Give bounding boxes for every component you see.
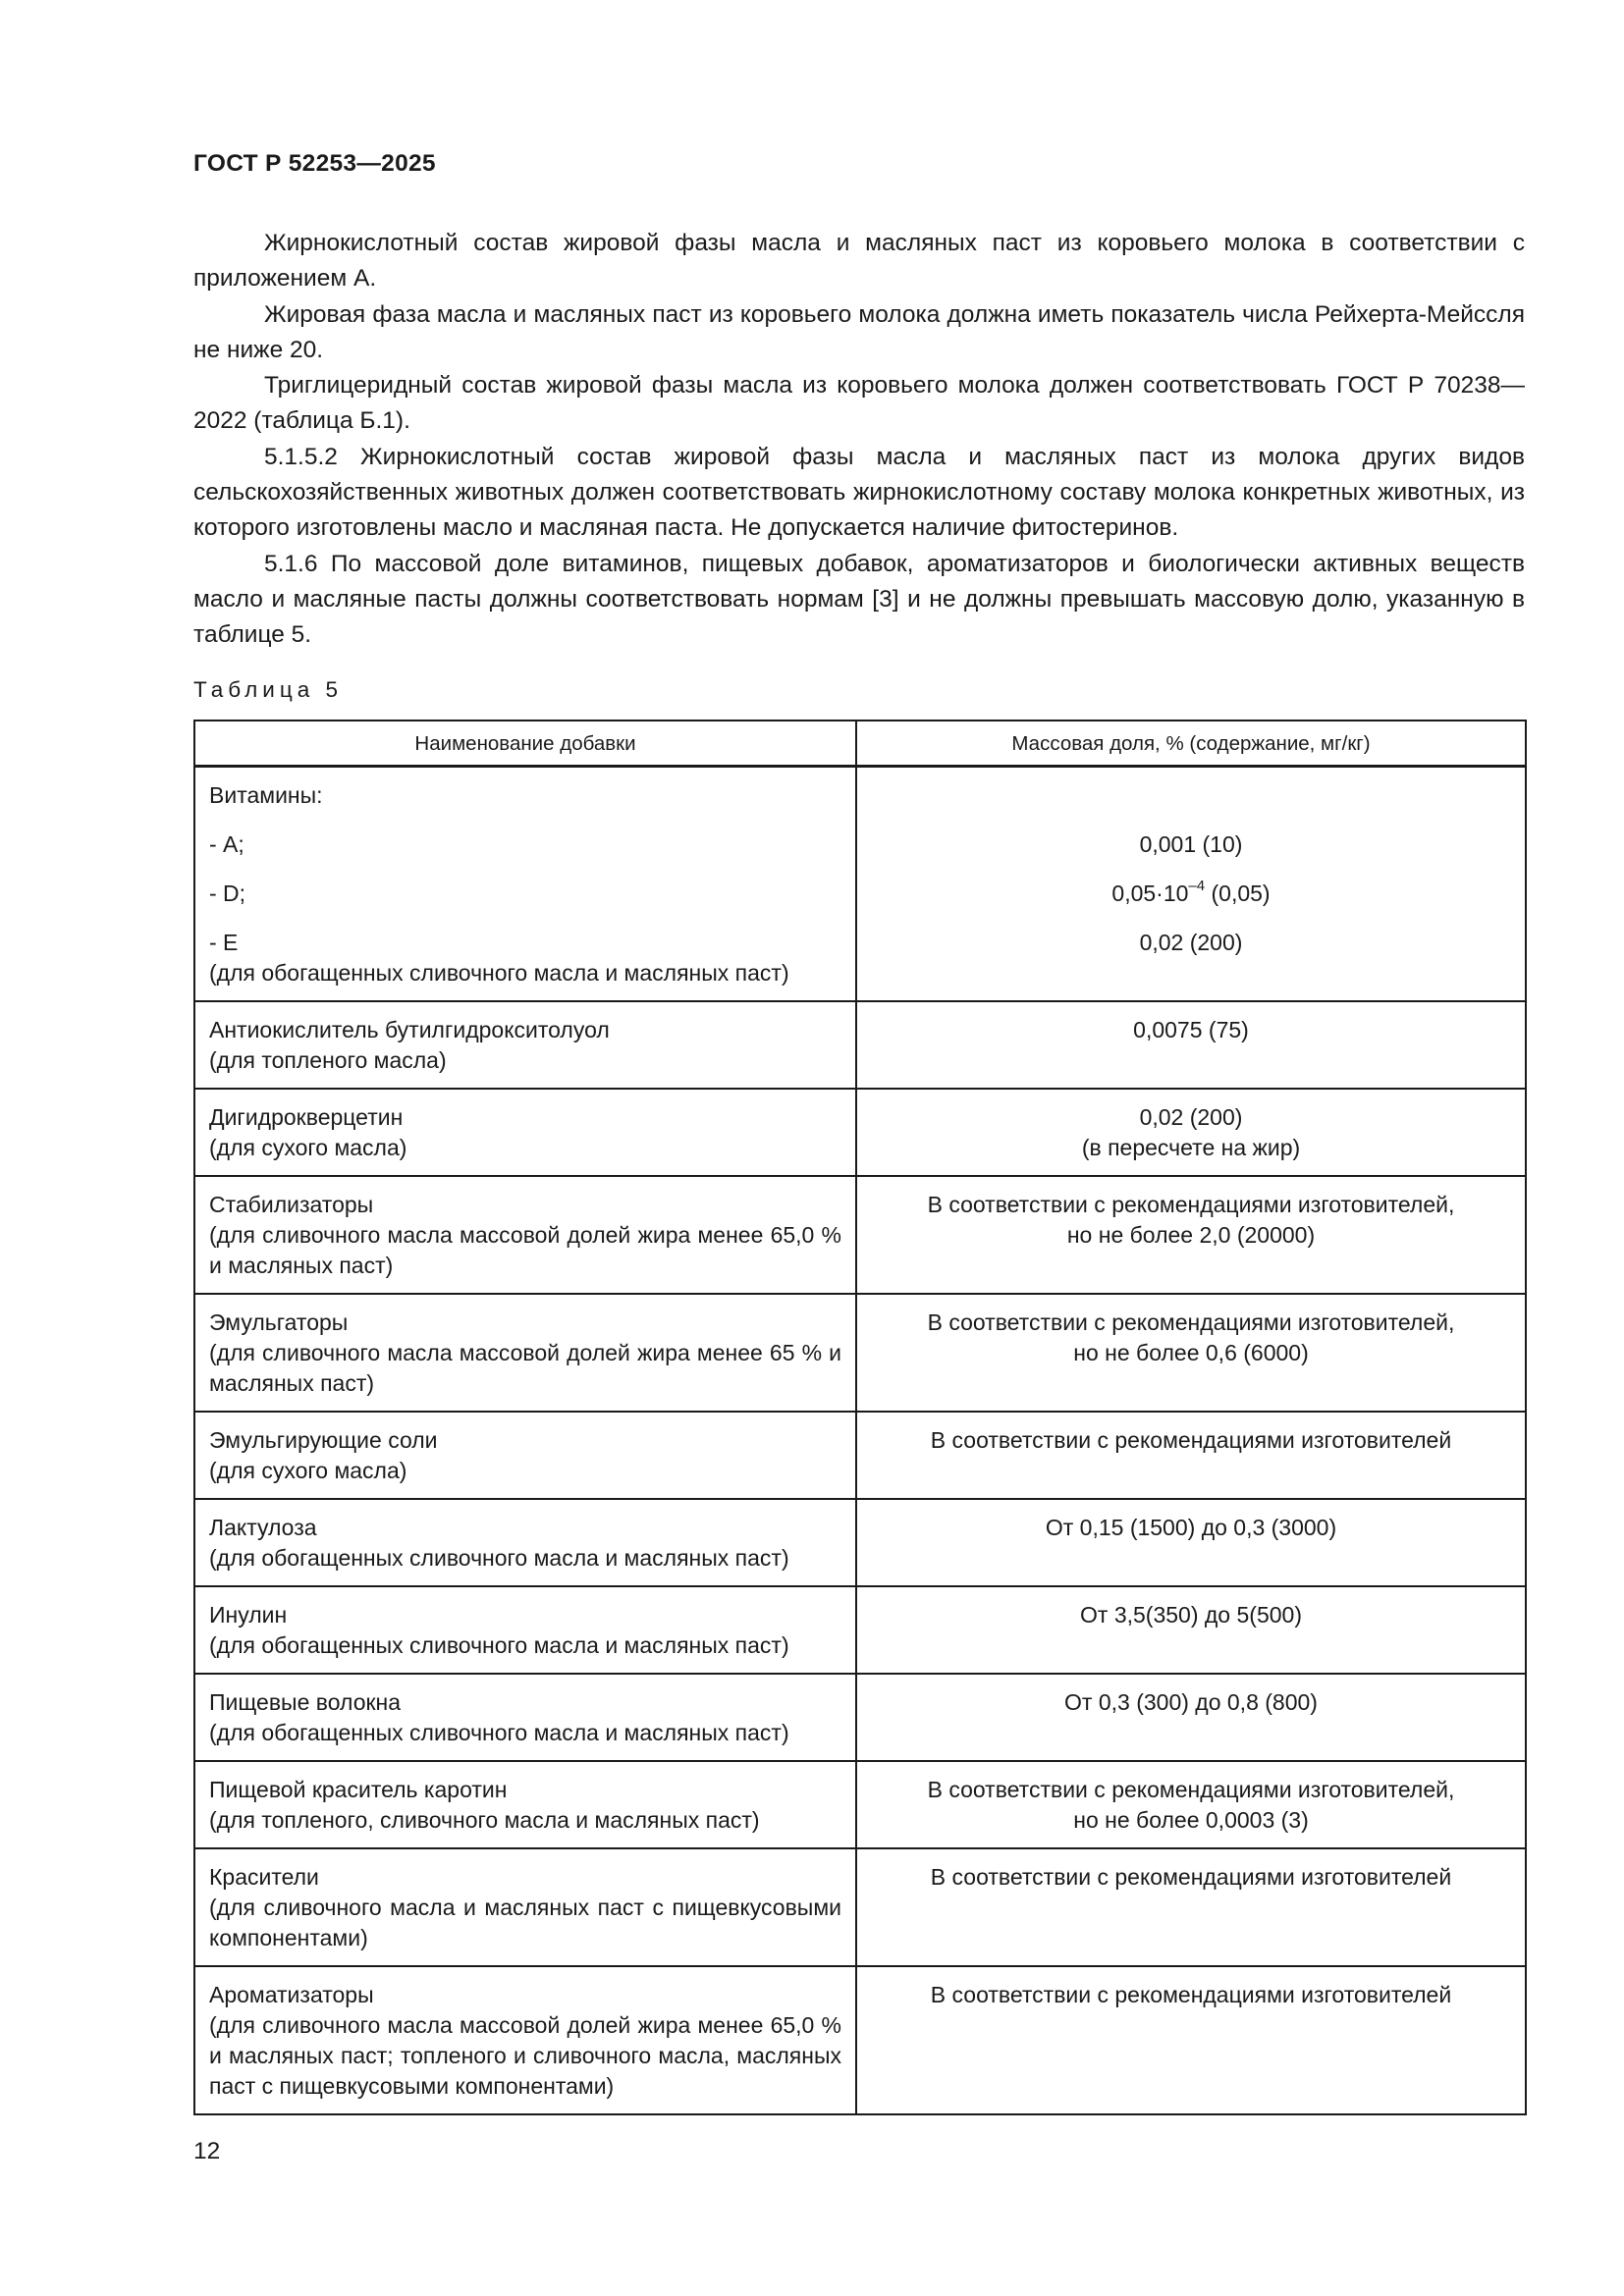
additive-name-cell (194, 1848, 856, 1966)
mass-fraction-cell (856, 1586, 1526, 1674)
mass-fraction-value: В соответствии с рекомендациями изготовителей, (927, 1777, 1455, 1802)
mass-fraction-value: От 0,15 (1500) до 0,3 (3000) (1045, 1515, 1337, 1540)
additive-note: (для обогащенных сливочного масла и масляных паст) (209, 1632, 789, 1658)
additive-name-cell (194, 1176, 856, 1294)
additive-name-cell (194, 1499, 856, 1586)
mass-fraction-value: В соответствии с рекомендациями изготовителей (930, 1427, 1452, 1453)
mass-fraction-value: От 0,3 (300) до 0,8 (800) (1064, 1689, 1318, 1715)
additive-name: Эмульгирующие соли (209, 1427, 438, 1453)
mass-fraction-value: В соответствии с рекомендациями изготовителей, (927, 1192, 1455, 1217)
mass-fraction-value: От 3,5(350) до 5(500) (1080, 1602, 1302, 1628)
additive-note: (для сливочного масла и масляных паст с пищевкусовыми компонентами) (209, 1895, 841, 1950)
column-header-additive: Наименование добавки (194, 721, 856, 767)
table-body (194, 767, 1526, 2115)
mass-fraction-cell (856, 1848, 1526, 1966)
additive-name-cell (194, 1966, 856, 2114)
additive-name: Пищевой краситель каротин (209, 1777, 508, 1802)
table-row (194, 1294, 1526, 1412)
mass-fraction-qualifier: но не более 0,6 (6000) (1073, 1340, 1309, 1365)
mass-fraction-value: В соответствии с рекомендациями изготовителей (930, 1982, 1452, 2007)
table-row (194, 1848, 1526, 1966)
mass-fraction-value: В соответствии с рекомендациями изготовителей, (927, 1309, 1455, 1335)
mass-fraction-value: 0,0075 (75) (1133, 1017, 1249, 1042)
table-row (194, 1966, 1526, 2114)
additive-name: Лактулоза (209, 1515, 317, 1540)
mass-fraction-cell (856, 1294, 1526, 1412)
mass-fraction-cell (856, 1176, 1526, 1294)
page-number: 12 (193, 2138, 221, 2164)
additive-name: Красители (209, 1864, 319, 1890)
additive-name-cell (194, 1586, 856, 1674)
table-row (194, 1001, 1526, 1089)
mass-fraction-cell (856, 1674, 1526, 1761)
vitamin-d-label: - D; (209, 881, 246, 906)
paragraph: 5.1.5.2 Жирнокислотный состав жировой фазы масла и масляных паст из молока других видов сельскохозяйственных животных должен соответствовать жирнокислотному составу молока конкретных животных, из которого изготовлены масло и масляная паста. Не допускается наличие фитостеринов. (193, 443, 1525, 542)
table-row (194, 1412, 1526, 1499)
vitamins-spacer (867, 780, 1515, 829)
mass-fraction-cell (856, 1761, 1526, 1848)
mass-fraction-cell (856, 1089, 1526, 1176)
mass-fraction-cell (856, 1412, 1526, 1499)
table-row (194, 1586, 1526, 1674)
mass-fraction-qualifier: но не более 2,0 (20000) (1066, 1222, 1316, 1248)
mass-fraction-qualifier: (в пересчете на жир) (1081, 1135, 1301, 1160)
additive-name-cell (194, 767, 856, 1002)
vitamin-d-value (867, 879, 1515, 928)
table-row (194, 1761, 1526, 1848)
additive-name: Эмульгаторы (209, 1309, 349, 1335)
additive-name: Антиокислитель бутилгидрокситолуол (209, 1017, 610, 1042)
additive-name-cell (194, 1761, 856, 1848)
additives-table (193, 720, 1527, 2115)
additive-note: (для топленого масла) (209, 1047, 447, 1073)
additive-name-cell (194, 1674, 856, 1761)
column-header-mass-fraction: Массовая доля, % (содержание, мг/кг) (856, 721, 1526, 767)
additive-name-cell (194, 1001, 856, 1089)
additive-note: (для сухого масла) (209, 1458, 407, 1483)
additive-note: (для сухого масла) (209, 1135, 407, 1160)
paragraph: 5.1.6 По массовой доле витаминов, пищевых добавок, ароматизаторов и биологически активных веществ масло и масляные пасты должны соответствовать нормам [3] и не должны превышать массовую долю, указанную в таблице 5. (193, 550, 1525, 649)
table-row (194, 1499, 1526, 1586)
mass-fraction-value: В соответствии с рекомендациями изготовителей (930, 1864, 1452, 1890)
vitamin-d-value-base: 0,05·10 (1111, 881, 1189, 906)
vitamin-d-value-tail: (0,05) (1205, 881, 1271, 906)
table-header-row (194, 721, 1526, 767)
mass-fraction-cell (856, 767, 1526, 1002)
vitamins-title: Витамины: (209, 782, 323, 808)
additive-name: Пищевые волокна (209, 1689, 402, 1715)
table-row (194, 1089, 1526, 1176)
paragraph: Триглицеридный состав жировой фазы масла из коровьего молока должен соответствовать ГОСТ Р 70238—2022 (таблица Б.1). (193, 372, 1525, 435)
vitamin-d-value-exponent: –4 (1188, 878, 1206, 895)
table-row (194, 1674, 1526, 1761)
paragraph: Жирнокислотный состав жировой фазы масла и масляных паст из коровьего молока в соответствии с приложением А. (193, 230, 1525, 293)
additive-note: (для сливочного масла массовой долей жира менее 65,0 % и масляных паст; топленого и сливочного масла, масляных паст с пищевкусовыми компонентами) (209, 2012, 841, 2099)
additive-name: Ароматизаторы (209, 1982, 374, 2007)
paragraph: Жировая фаза масла и масляных паст из коровьего молока должна иметь показатель числа Рейхерта-Мейссля не ниже 20. (193, 300, 1525, 363)
additive-name: Стабилизаторы (209, 1192, 374, 1217)
vitamins-note: (для обогащенных сливочного масла и масляных паст) (209, 960, 789, 986)
mass-fraction-cell (856, 1001, 1526, 1089)
additive-note: (для обогащенных сливочного масла и масляных паст) (209, 1545, 789, 1571)
additive-note: (для сливочного масла массовой долей жира менее 65,0 % и масляных паст) (209, 1222, 841, 1278)
additive-name: Инулин (209, 1602, 288, 1628)
additive-name-cell (194, 1294, 856, 1412)
vitamin-a-label: - А; (209, 831, 244, 857)
table-row-vitamins (194, 767, 1526, 1002)
table-row (194, 1176, 1526, 1294)
additive-name-cell (194, 1089, 856, 1176)
mass-fraction-qualifier: но не более 0,0003 (3) (1073, 1807, 1309, 1833)
additive-note: (для топленого, сливочного масла и масляных паст) (209, 1807, 760, 1833)
vitamin-e-label: - Е (209, 930, 239, 955)
body-text (193, 226, 1525, 654)
document-header: ГОСТ Р 52253—2025 (193, 150, 436, 177)
additive-note: (для обогащенных сливочного масла и масляных паст) (209, 1720, 789, 1745)
additive-note: (для сливочного масла массовой долей жира менее 65 % и масляных паст) (209, 1340, 841, 1396)
mass-fraction-cell (856, 1499, 1526, 1586)
additive-name: Дигидрокверцетин (209, 1104, 404, 1130)
vitamin-a-value: 0,001 (10) (1139, 831, 1243, 857)
vitamin-e-value: 0,02 (200) (1139, 930, 1243, 955)
table-caption: Таблица 5 (193, 677, 343, 702)
mass-fraction-cell (856, 1966, 1526, 2114)
additive-name-cell (194, 1412, 856, 1499)
mass-fraction-value: 0,02 (200) (1139, 1104, 1243, 1130)
